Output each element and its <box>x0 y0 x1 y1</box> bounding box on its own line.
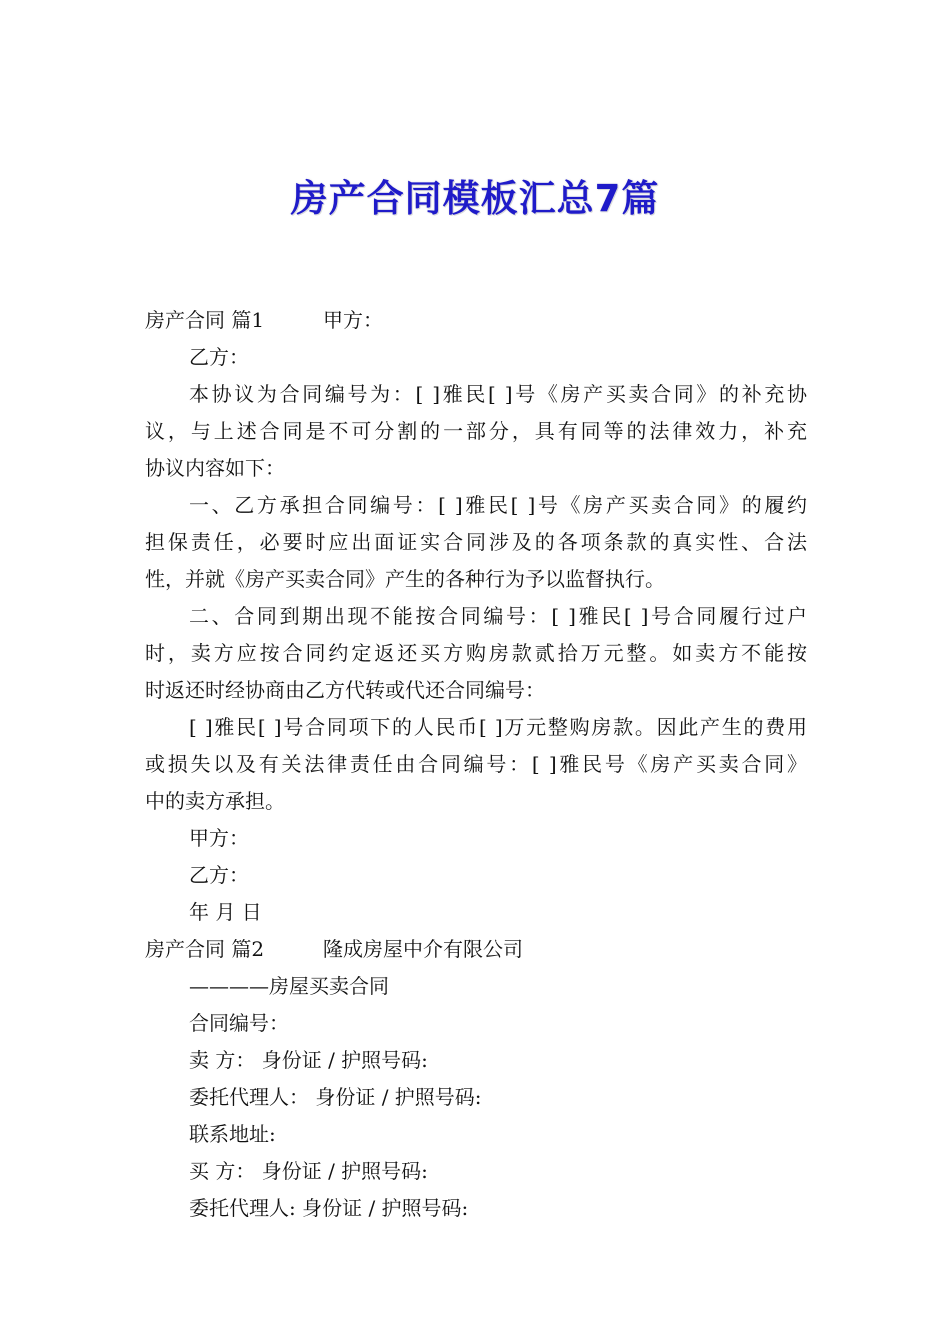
paragraph-line: 中的卖方承担。 <box>145 789 285 813</box>
section-heading-1 <box>145 302 807 339</box>
section-label: 房产合同 篇1 <box>145 308 265 332</box>
buyer-field: 买 方： 身份证 / 护照号码: <box>189 1159 428 1183</box>
paragraph-line: 时返还时经协商由乙方代转或代还合同编号： <box>145 678 545 702</box>
company-name: 隆成房屋中介有限公司 <box>323 937 523 961</box>
section-heading-2 <box>145 931 807 968</box>
paragraph-line: 或损失以及有关法律责任由合同编号：[ ]雅民号《房产买卖合同》 <box>145 752 807 776</box>
paragraph-line: 协议内容如下： <box>145 456 285 480</box>
buyer-agent-field: 委托代理人: 身份证 / 护照号码: <box>189 1196 469 1220</box>
contract-number-field: 合同编号： <box>189 1011 289 1035</box>
party-a-label: 甲方： <box>323 308 383 332</box>
contact-address-field: 联系地址: <box>189 1122 276 1146</box>
document-title: 房产合同模板汇总7篇 <box>290 177 660 220</box>
signature-date: 年 月 日 <box>189 900 262 924</box>
paragraph-line: 一、乙方承担合同编号：[ ]雅民[ ]号《房产买卖合同》的履约 <box>189 493 807 517</box>
paragraph-line: 时，卖方应按合同约定返还买方购房款贰拾万元整。如卖方不能按 <box>145 641 807 665</box>
section-label: 房产合同 篇2 <box>145 937 265 961</box>
signature-party-a: 甲方： <box>189 826 249 850</box>
paragraph-line: 本协议为合同编号为：[ ]雅民[ ]号《房产买卖合同》的补充协 <box>189 382 807 406</box>
document-body <box>145 302 807 1227</box>
contract-subtitle: ————房屋买卖合同 <box>189 974 389 998</box>
signature-party-b: 乙方： <box>189 863 249 887</box>
paragraph-line: 二、合同到期出现不能按合同编号：[ ]雅民[ ]号合同履行过户 <box>189 604 807 628</box>
paragraph-line: 担保责任，必要时应出面证实合同涉及的各项条款的真实性、合法 <box>145 530 807 554</box>
seller-field: 卖 方： 身份证 / 护照号码: <box>189 1048 428 1072</box>
party-b-label: 乙方： <box>189 345 249 369</box>
paragraph-line: 议，与上述合同是不可分割的一部分，具有同等的法律效力，补充 <box>145 419 807 443</box>
seller-agent-field: 委托代理人： 身份证 / 护照号码: <box>189 1085 482 1109</box>
paragraph-line: [ ]雅民[ ]号合同项下的人民币[ ]万元整购房款。因此产生的费用 <box>189 715 807 739</box>
paragraph-line: 性，并就《房产买卖合同》产生的各种行为予以监督执行。 <box>145 567 665 591</box>
